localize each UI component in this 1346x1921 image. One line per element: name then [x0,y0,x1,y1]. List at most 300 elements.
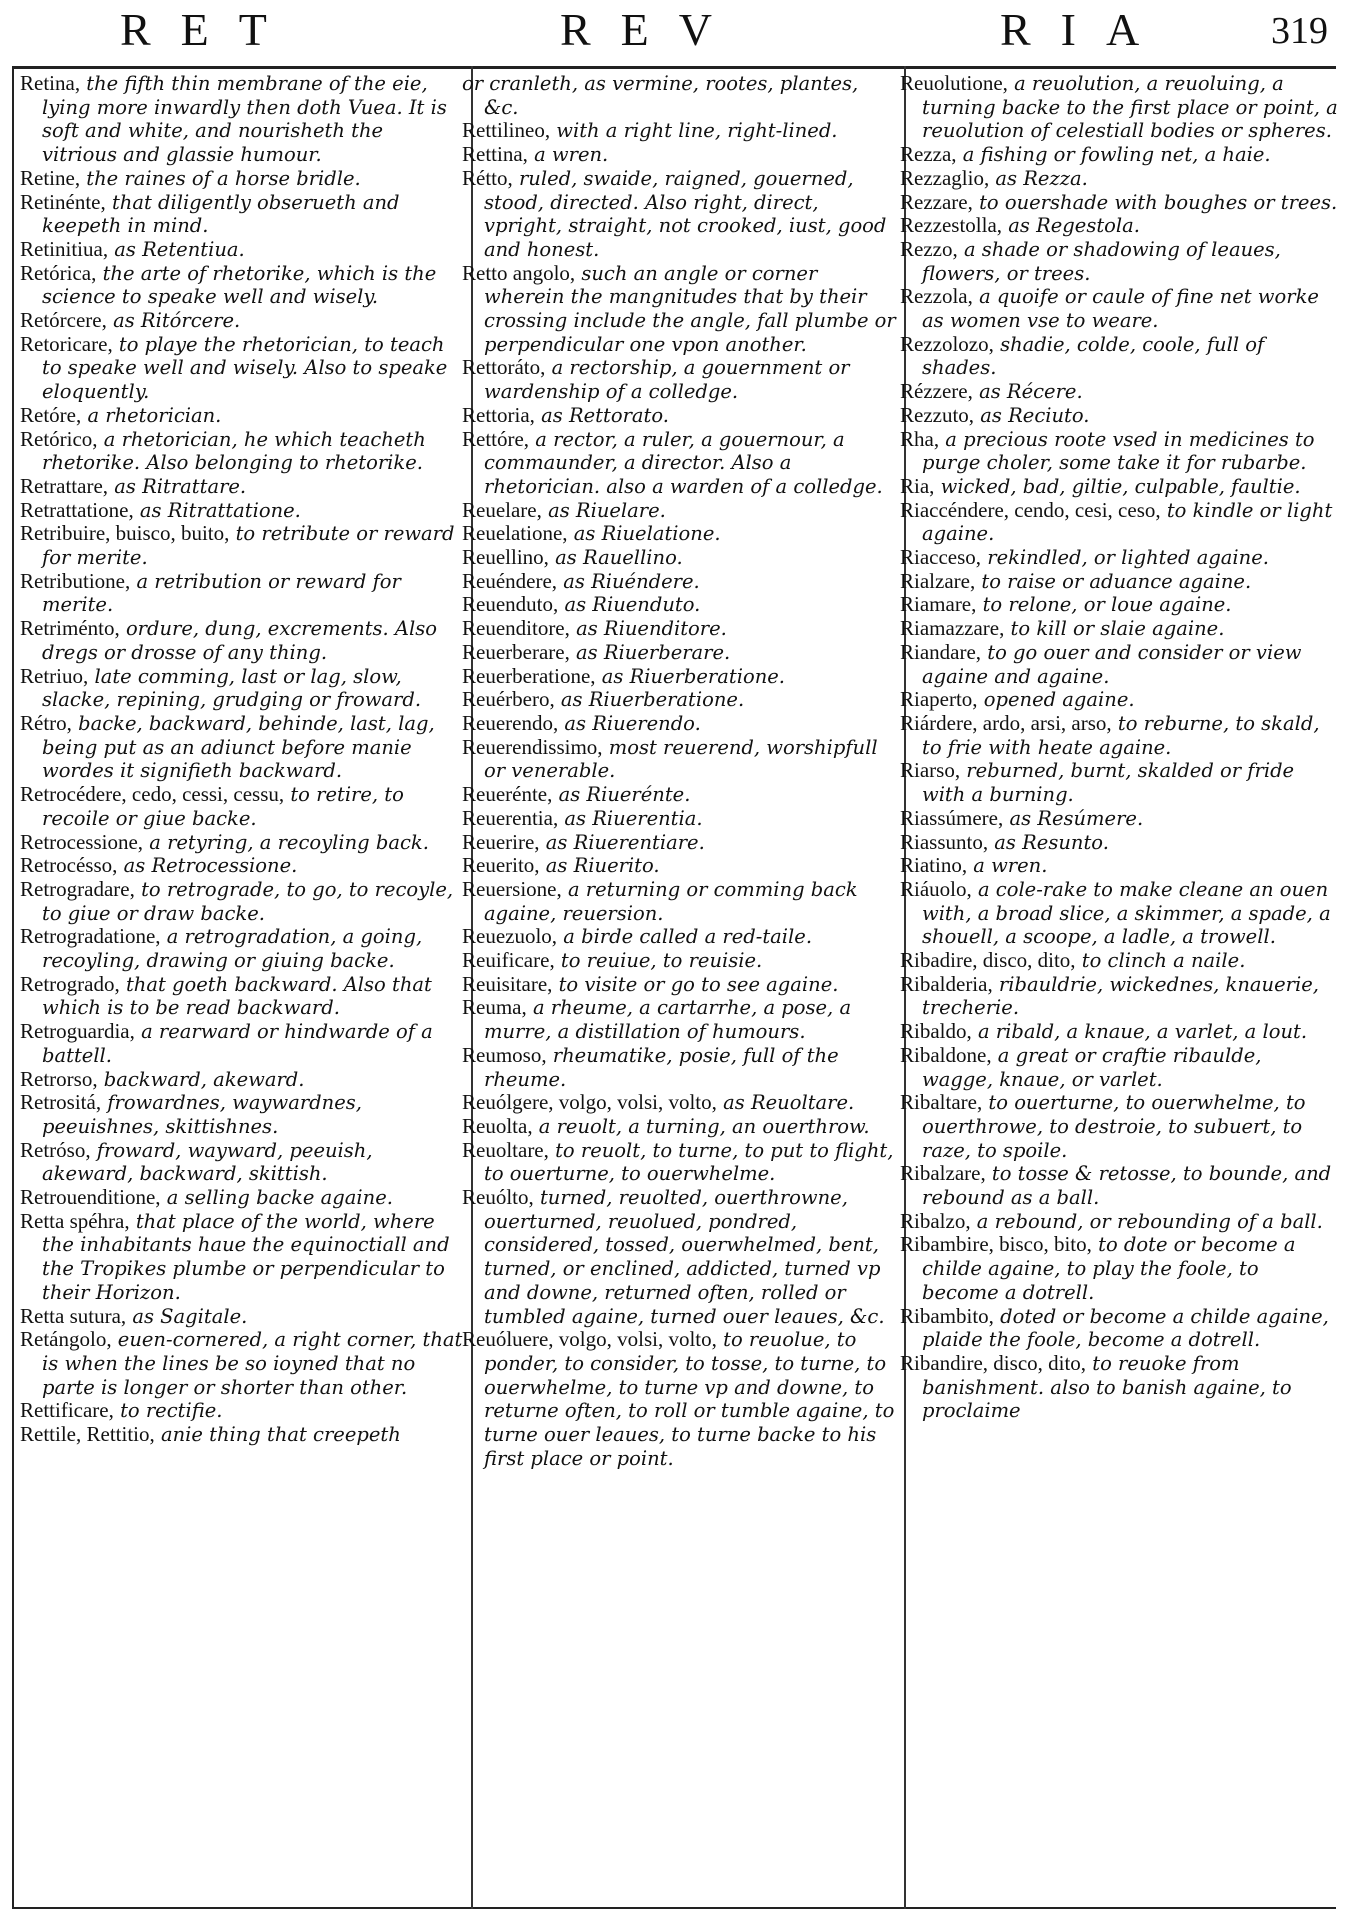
entry-definition: a shade or shadowing of leaues, flowers, or trees. [922,237,1281,285]
entry-headword: Reuólgere, volgo, volsi, volto, [462,1090,717,1115]
entry-headword: Rezzolozo, [900,331,994,356]
entry-headword: Rettina, [462,142,528,167]
entry-definition: to clinch a naile. [1081,949,1246,973]
dictionary-entry [900,878,1338,949]
entry-definition: to raise or aduance againe. [981,569,1252,593]
entry-definition: wicked, bad, giltie, culpable, faultie. [940,474,1301,498]
entry-definition: frowardnes, waywardnes, peeuishnes, skittishnes. [42,1091,362,1138]
entry-definition: rekindled, or lighted againe. [987,546,1269,570]
dictionary-entry [20,72,464,167]
dictionary-entry [462,593,896,617]
entry-definition: with a right line, right-lined. [556,119,838,143]
entry-headword: Rettóre, [462,426,530,451]
entry-headword: Rétto, [462,165,513,190]
dictionary-entry [462,854,896,878]
entry-headword: Rezzare, [900,189,973,214]
dictionary-entry [20,854,464,878]
entry-headword: Riassúmere, [900,805,1004,830]
dictionary-entry [900,72,1338,143]
dictionary-entry [900,1044,1338,1091]
dictionary-entry [462,1044,896,1091]
entry-definition: opened againe. [983,688,1135,712]
entry-headword: Reuerito, [462,853,540,878]
entry-definition: as Riuerénte. [558,783,691,807]
entry-definition: a rectorship, a gouernment or wardenship of a colledge. [484,356,850,404]
entry-headword: Retrouenditione, [20,1185,161,1210]
entry-definition: as Reciuto. [980,403,1090,427]
entry-headword: Riamare, [900,592,977,617]
entry-definition: to reuolt, to turne, to put to flight, to ouerturne, to ouerwhelme. [484,1138,894,1186]
dictionary-entry [900,1305,1338,1352]
entry-definition: to kindle or light againe. [922,498,1333,546]
entry-definition: as Ritrattatione. [139,498,301,522]
dictionary-entry [20,191,464,238]
dictionary-entry [20,167,464,191]
entry-headword: Rettoráto, [462,355,546,380]
entry-definition: to reuoke from banishment. also to banish againe, to proclaime [922,1351,1292,1423]
dictionary-entry [20,475,464,499]
entry-headword: Reuerénte, [462,782,553,807]
entry-headword: Retine, [20,165,81,190]
entry-definition: as Reuoltare. [723,1091,855,1115]
entry-definition: such an angle or corner wherein the mangnitudes that by their crossing include the angle, fall plumbe or perpendicular one vpon another. [484,261,896,356]
entry-definition: as Riuelare. [548,498,666,522]
entry-definition: a rheume, a cartarrhe, a pose, a murre, a distillation of humours. [484,996,852,1044]
dictionary-entry [900,617,1338,641]
dictionary-entry [462,1115,896,1139]
entry-headword: Retórica, [20,260,97,285]
entry-headword: Riarso, [900,758,961,783]
entry-headword: Rettilineo, [462,118,551,143]
entry-headword: Retórico, [20,426,98,451]
entry-definition: to reuolue, to ponder, to consider, to tosse, to turne, to ouerwhelme, to turne vp and downe, to returne often, to roll or tumble againe, to turne ouer leaues, to turne backe to his first place or point. [484,1328,895,1470]
entry-definition: as Riuenditore. [576,617,727,641]
entry-headword: Reuerendo, [462,710,559,735]
dictionary-entry [462,570,896,594]
entry-definition: as Riuenduto. [564,593,701,617]
dictionary-entry [462,428,896,499]
entry-headword: Retroguardia, [20,1019,135,1044]
entry-definition: as Resunto. [994,830,1109,854]
entry-definition: as Riuelatione. [573,522,721,546]
entry-definition: a returning or comming back againe, reuersion. [484,877,858,925]
entry-headword: Retrocédere, cedo, cessi, cessu, [20,782,285,807]
entry-definition: a birde called a red-taile. [563,925,813,949]
dictionary-entry [900,1162,1338,1209]
entry-definition: a retribution or reward for merite. [42,569,401,617]
entry-definition: to retire, to recoile or giue backe. [42,783,404,830]
dictionary-entry [20,878,464,925]
header-rule [12,66,1336,69]
entry-headword: Reuolta, [462,1113,533,1138]
dictionary-entry [20,665,464,712]
entry-definition: to kill or slaie againe. [1010,617,1225,641]
entry-headword: Reuerentia, [462,805,559,830]
dictionary-entry [462,167,896,262]
column-2 [462,72,896,1470]
dictionary-entry [900,807,1338,831]
entry-headword: Rezzola, [900,284,973,309]
entry-definition: shadie, colde, coole, full of shades. [922,332,1265,380]
dictionary-entry [462,1328,896,1470]
entry-definition: to dote or become a childe againe, to play the foole, to become a dotrell. [922,1233,1296,1304]
dictionary-entry [462,665,896,689]
dictionary-entry [20,522,464,569]
dictionary-entry [900,973,1338,1020]
entry-definition: the arte of rhetorike, which is the science to speake well and wisely. [42,261,437,309]
entry-definition: a wren. [973,854,1048,878]
dictionary-entry [900,1233,1338,1304]
dictionary-entry [900,1091,1338,1162]
entry-headword: Retribuire, buisco, buito, [20,521,230,546]
dictionary-entry [20,1020,464,1067]
entry-definition: the raines of a horse bridle. [86,166,361,190]
entry-headword: Retángolo, [20,1327,112,1352]
entry-headword: Ribaltare, [900,1090,983,1115]
dictionary-entry [462,119,896,143]
dictionary-entry [462,1186,896,1328]
entry-definition: to rectifie. [120,1399,223,1423]
dictionary-entry [900,1352,1338,1423]
entry-headword: Ribadire, disco, dito, [900,948,1076,973]
dictionary-entry [900,1020,1338,1044]
dictionary-entry [462,996,896,1043]
entry-definition: a great or craftie ribaulde, wagge, knaue, or varlet. [922,1043,1262,1091]
entry-headword: Rezzo, [900,236,958,261]
entry-definition: as Riuerberare. [576,640,731,664]
dictionary-entry [20,1139,464,1186]
header-left-guide: RET [120,4,297,55]
entry-definition: to go ouer and consider or view againe and againe. [922,640,1302,688]
entry-headword: Retrattatione, [20,497,134,522]
entry-headword: Retta spéhra, [20,1208,130,1233]
dictionary-entry [462,783,896,807]
dictionary-entry [20,238,464,262]
entry-definition: a fishing or fowling net, a haie. [962,143,1271,167]
dictionary-entry [20,712,464,783]
dictionary-entry [462,807,896,831]
entry-definition: a rhetorician. [87,403,222,427]
entry-definition: to ouershade with boughes or trees. [979,190,1338,214]
dictionary-entry [462,831,896,855]
dictionary-entry [462,522,896,546]
entry-headword: Rialzare, [900,568,976,593]
entry-definition: to retribute or reward for merite. [42,522,455,570]
dictionary-entry [20,1091,464,1138]
dictionary-entry [462,617,896,641]
entry-headword: Retinénte, [20,189,106,214]
dictionary-entry [20,570,464,617]
entry-headword: Retinitiua, [20,236,109,261]
dictionary-entry [20,925,464,972]
entry-headword: Reuenditore, [462,616,570,641]
dictionary-entry [900,949,1338,973]
entry-headword: Riáuolo, [900,876,972,901]
entry-headword: Rettificare, [20,1398,114,1423]
entry-headword: Reuerendissimo, [462,734,603,759]
dictionary-entry [900,759,1338,806]
entry-definition: reburned, burnt, skalded or fride with a burning. [922,759,1295,807]
entry-headword: Ribandire, disco, dito, [900,1350,1087,1375]
entry-definition: to relone, or loue againe. [982,593,1232,617]
dictionary-entry [20,1423,464,1447]
dictionary-entry [462,72,896,119]
entry-definition: a rearward or hindwarde of a battell. [42,1020,433,1067]
entry-headword: Reuerberatione, [462,663,596,688]
entry-headword: Riaperto, [900,687,978,712]
page-number: 319 [1271,10,1328,52]
entry-headword: Reuenduto, [462,592,559,617]
entry-definition: as Retrocessione. [123,854,298,878]
entry-definition: as Rezza. [995,166,1088,190]
dictionary-entry [462,356,896,403]
entry-headword: Riacceso, [900,545,982,570]
dictionary-entry [462,973,896,997]
entry-headword: Retrogradare, [20,876,135,901]
bottom-frame-rule [12,1907,1336,1909]
entry-definition: as Riuerito. [545,854,660,878]
entry-definition: to tosse & retosse, to bounde, and rebound as a ball. [922,1162,1332,1210]
entry-headword: Ribalderia, [900,971,993,996]
entry-headword: Reuisitare, [462,971,553,996]
entry-headword: Retriuo, [20,663,89,688]
entry-definition: turned, reuolted, ouerthrowne, ouerturned, reuolued, pondred, considered, tossed, ouerwhelmed, bent, turned, or enclined, addicted, turned vp and downe, returned often, rolled or tumbled againe, turned ouer leaues, &c. [484,1186,885,1328]
entry-headword: Rézzere, [900,379,973,404]
entry-definition: as Rettorato. [541,403,669,427]
dictionary-entry [462,1091,896,1115]
entry-headword: Retta sutura, [20,1303,127,1328]
entry-definition: as Retentiua. [114,237,245,261]
entry-definition: a retyring, a recoyling back. [149,830,429,854]
entry-definition: a rhetorician, he which teacheth rhetorike. Also belonging to rhetorike. [42,427,426,475]
entry-definition: as Sagitale. [132,1304,248,1328]
entry-headword: Ribambire, bisco, bito, [900,1232,1092,1257]
entry-headword: Retributione, [20,568,131,593]
dictionary-entry [20,309,464,333]
dictionary-entry [20,1068,464,1092]
dictionary-entry [462,143,896,167]
entry-definition: a selling backe againe. [166,1186,393,1210]
entry-definition: as Regestola. [1008,214,1140,238]
entry-headword: Retórcere, [20,308,107,333]
dictionary-entry [900,1210,1338,1234]
entry-definition: most reuerend, worshipfull or venerable. [484,735,878,783]
dictionary-entry [900,499,1338,546]
dictionary-entry [900,167,1338,191]
entry-headword: Reuma, [462,995,527,1020]
entry-headword: Retrogradatione, [20,924,161,949]
dictionary-entry [20,1210,464,1305]
entry-definition: as Ritrattare. [114,474,247,498]
entry-headword: Rétro, [20,710,72,735]
entry-headword: Reuezuolo, [462,924,558,949]
dictionary-entry [20,1328,464,1399]
entry-definition: that diligently obserueth and keepeth in mind. [42,190,400,238]
entry-definition: a reuolt, a turning, an ouerthrow. [538,1114,870,1138]
entry-definition: as Riuerendo. [564,711,701,735]
entry-headword: Rettoria, [462,402,535,427]
dictionary-entry [900,641,1338,688]
entry-headword: Ria, [900,473,935,498]
entry-headword: Reuerberare, [462,639,570,664]
entry-headword: Riassunto, [900,829,989,854]
entry-headword: Retriménto, [20,616,120,641]
dictionary-entry [20,1186,464,1210]
entry-definition: to playe the rhetorician, to teach to speake well and wisely. Also to speake eloquently. [42,332,448,404]
dictionary-entry [462,712,896,736]
dictionary-entry [900,380,1338,404]
entry-headword: Retrocésso, [20,853,118,878]
entry-headword: Reumoso, [462,1042,547,1067]
entry-definition: a wren. [534,143,609,167]
entry-headword: Retrorso, [20,1066,98,1091]
entry-definition: that place of the world, where the inhabitants haue the equinoctiall and the Tropikes plumbe or perpendicular to their Horizon. [42,1209,450,1304]
entry-headword: Reuólto, [462,1185,534,1210]
entry-headword: Reuersione, [462,876,562,901]
entry-headword: Riatino, [900,853,968,878]
dictionary-entry [900,428,1338,475]
entry-definition: a quoife or caule of fine net worke as women vse to weare. [922,285,1319,333]
entry-headword: Retrocessione, [20,829,144,854]
entry-definition: froward, wayward, peeuish, akeward, backward, skittish. [42,1138,373,1186]
entry-definition: a cole-rake to make cleane an ouen with, a broad slice, a skimmer, a spade, a shouell, a scoope, a ladle, a trowell. [922,877,1331,949]
dictionary-entry [20,617,464,664]
dictionary-entry [900,333,1338,380]
dictionary-entry [462,878,896,925]
entry-definition: backward, akeward. [103,1067,305,1091]
header-center-guide: REV [560,4,742,55]
entry-headword: Rha, [900,426,940,451]
entry-definition: backe, backward, behinde, last, lag, being put as an adiunct before manie wordes it signifieth backward. [42,711,435,783]
dictionary-entry [20,262,464,309]
entry-definition: that goeth backward. Also that which is to be read backward. [42,972,432,1020]
entry-headword: Reuérbero, [462,687,555,712]
entry-definition: as Riuerberatione. [601,664,785,688]
entry-headword: Ribaldo, [900,1019,972,1044]
running-header [0,0,1346,62]
entry-headword: Rezzuto, [900,402,975,427]
entry-headword: Retóre, [20,402,82,427]
entry-definition: as Riuerberatione. [560,688,745,712]
entry-definition: as Riuerentia. [564,806,703,830]
entry-definition: to reburne, to skald, to frie with heate againe. [922,711,1320,759]
column-3 [900,72,1338,1423]
entry-headword: Riaccéndere, cendo, cesi, ceso, [900,497,1161,522]
dictionary-entry [900,712,1338,759]
dictionary-entry [20,333,464,404]
entry-definition: or cranleth, as vermine, rootes, plantes, &c. [462,72,859,119]
entry-definition: late comming, last or lag, slow, slacke, repining, grudging or froward. [42,664,422,712]
entry-headword: Reuóluere, volgo, volsi, volto, [462,1327,717,1352]
dictionary-entry [462,688,896,712]
entry-headword: Riamazzare, [900,616,1005,641]
entry-headword: Riandare, [900,639,982,664]
dictionary-entry [20,973,464,1020]
dictionary-entry [900,238,1338,285]
entry-definition: as Récere. [979,380,1083,404]
entry-definition: a rebound, or rebounding of a ball. [976,1209,1323,1233]
dictionary-entry [900,191,1338,215]
entry-definition: a retrogradation, a going, recoyling, drawing or giuing backe. [42,925,423,973]
entry-headword: Rettile, Rettitio, [20,1422,155,1447]
dictionary-entry [900,214,1338,238]
entry-definition: a precious roote vsed in medicines to purge choler, some take it for rubarbe. [922,427,1315,475]
entry-headword: Ribalzo, [900,1208,971,1233]
dictionary-entry [20,499,464,523]
entry-headword: Reuelatione, [462,521,568,546]
entry-headword: Reuificare, [462,948,555,973]
dictionary-entry [900,688,1338,712]
left-frame-rule [12,66,14,1909]
entry-definition: doted or become a childe againe, plaide the foole, become a dotrell. [922,1304,1329,1352]
dictionary-entry [462,925,896,949]
entry-definition: as Riuerentiare. [545,830,705,854]
dictionary-entry [20,428,464,475]
dictionary-entry [462,641,896,665]
entry-definition: a rector, a ruler, a gouernour, a commaunder, a director. Also a rhetorician. also a warden of a colledge. [484,427,883,498]
dictionary-entry [900,143,1338,167]
entry-definition: the fifth thin membrane of the eie, lying more inwardly then doth Vuea. It is soft and white, and nourisheth the vitrious and glassie humour. [42,72,447,167]
header-right-guide: RIA [1000,4,1170,55]
entry-definition: ruled, swaide, raigned, gouerned, stood, directed. Also right, direct, vpright, straight, not crooked, iust, good and honest. [484,166,887,261]
entry-definition: rheumatike, posie, full of the rheume. [484,1043,839,1091]
entry-definition: as Riuéndere. [563,569,700,593]
entry-headword: Retróso, [20,1137,91,1162]
entry-headword: Reuoltare, [462,1137,549,1162]
entry-definition: as Ritórcere. [113,309,241,333]
entry-definition: a ribald, a knaue, a varlet, a lout. [977,1020,1308,1044]
dictionary-entry [20,783,464,830]
entry-definition: a reuolution, a reuoluing, a turning backe to the first place or point, a reuolution of celestiall bodies or spheres. [922,72,1338,143]
entry-headword: Rezzestolla, [900,213,1003,238]
dictionary-entry [900,404,1338,428]
dictionary-entry [20,831,464,855]
entry-definition: anie thing that creepeth [160,1423,401,1447]
entry-headword: Retto angolo, [462,260,576,285]
entry-headword: Ribalzare, [900,1161,986,1186]
dictionary-entry [900,475,1338,499]
entry-definition: ordure, dung, excrements. Also dregs or drosse of any thing. [42,617,437,664]
entry-headword: Ribaldone, [900,1042,992,1067]
entry-headword: Reuéndere, [462,568,558,593]
dictionary-entry [900,831,1338,855]
dictionary-entry [900,285,1338,332]
dictionary-entry [462,499,896,523]
entry-headword: Retrogrado, [20,971,120,996]
entry-headword: Riárdere, ardo, arsi, arso, [900,710,1112,735]
entry-definition: to visite or go to see againe. [558,972,839,996]
entry-headword: Retoricare, [20,331,113,356]
dictionary-entry [900,593,1338,617]
dictionary-entry [462,262,896,357]
dictionary-entry [900,854,1338,878]
dictionary-entry [462,546,896,570]
dictionary-entry [462,404,896,428]
dictionary-entry [20,404,464,428]
dictionary-entry [900,570,1338,594]
dictionary-entry [462,949,896,973]
entry-definition: as Rauellino. [555,546,683,570]
entry-headword: Rezzaglio, [900,165,990,190]
entry-headword: Reuelare, [462,497,542,522]
entry-definition: euen-cornered, a right corner, that is when the lines be so ioyned that no parte is longer or shorter than other. [42,1328,463,1399]
dictionary-entry [900,546,1338,570]
dictionary-entry [20,1399,464,1423]
entry-definition: as Resúmere. [1009,806,1144,830]
entry-definition: to ouerturne, to ouerwhelme, to ouerthrowe, to destroie, to subuert, to raze, to spoile. [922,1091,1306,1162]
column-1 [20,72,464,1447]
entry-definition: to retrograde, to go, to recoyle, to giue or draw backe. [42,877,454,925]
